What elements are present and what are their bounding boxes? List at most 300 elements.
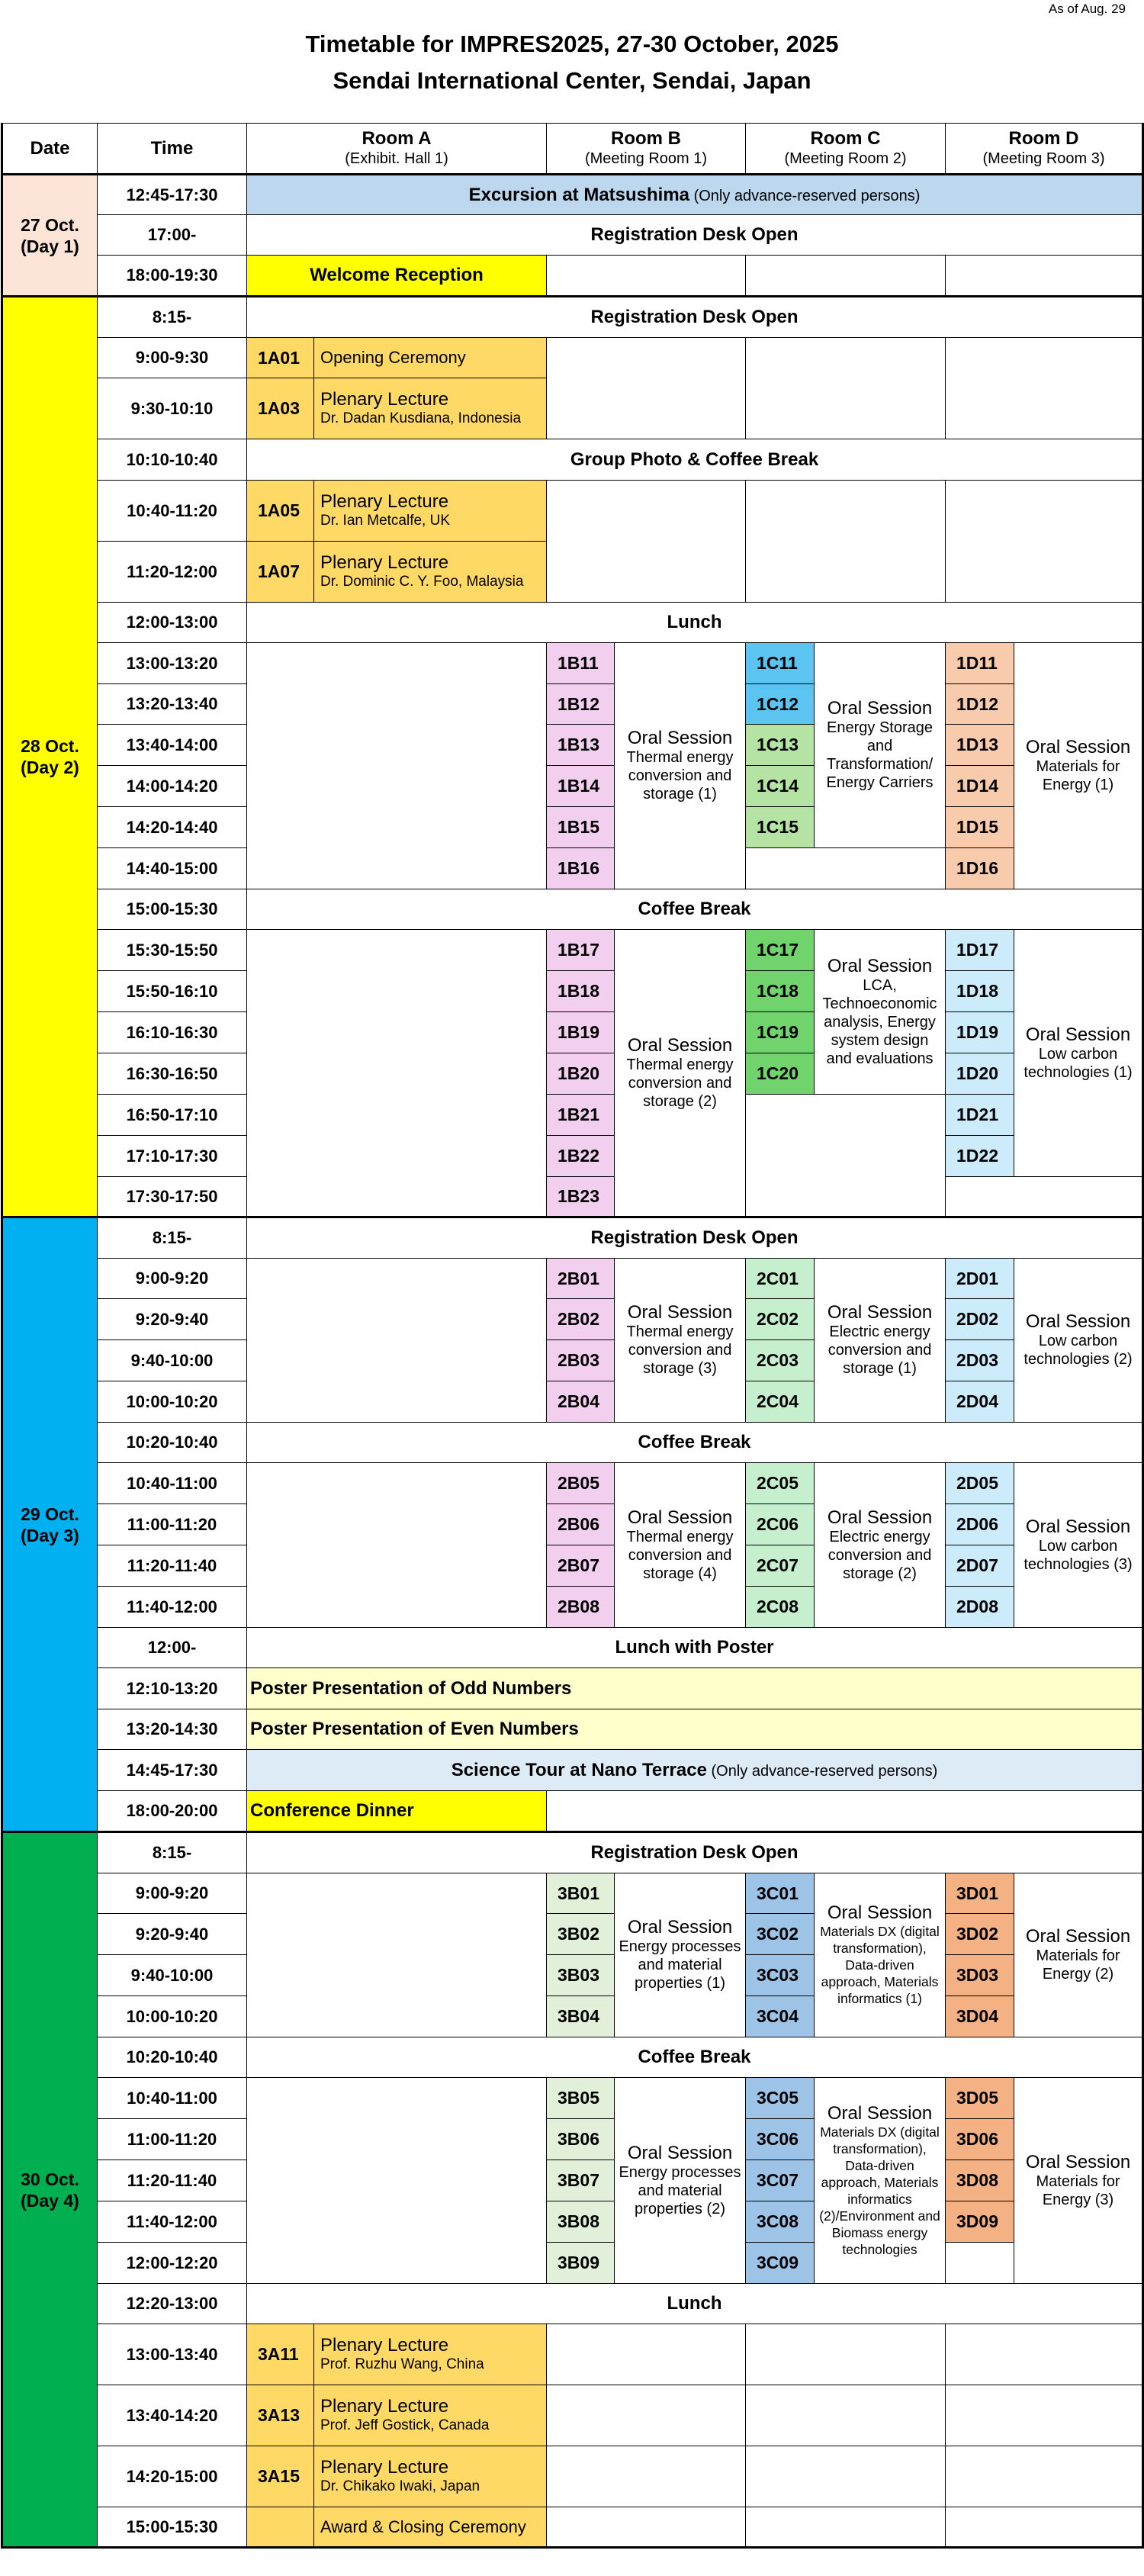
session-code: 3C02 — [746, 1914, 815, 1955]
session-code: 1D12 — [946, 684, 1014, 725]
room-b-sub: (Meeting Room 1) — [584, 150, 708, 167]
session-description: Thermal energy conversion and storage (3) — [626, 1323, 734, 1377]
empty-cell — [547, 2324, 746, 2385]
session-code: 1B20 — [547, 1053, 615, 1095]
table-row — [2, 1504, 1143, 1545]
empty-cell — [746, 338, 946, 439]
time-cell: 9:40-10:00 — [98, 1955, 247, 1996]
session-code: 3D05 — [946, 2078, 1014, 2119]
date-day2-line1: 28 Oct. — [21, 736, 79, 756]
time-cell: 8:15- — [98, 1832, 247, 1873]
time-cell: 8:15- — [98, 297, 247, 338]
session-code: 1B19 — [547, 1012, 615, 1053]
session-title: Oral Session — [627, 1034, 733, 1056]
session-code: 1B21 — [547, 1095, 615, 1136]
header-room-b — [547, 124, 746, 175]
time-cell: 10:20-10:40 — [98, 1423, 247, 1463]
table-row — [2, 1996, 1143, 2037]
session-code: 2D02 — [946, 1299, 1014, 1340]
empty-cell — [746, 2446, 946, 2507]
session-description: Materials for Energy (3) — [1036, 2172, 1120, 2208]
time-cell: 10:10-10:40 — [98, 439, 247, 481]
session-code: 2C08 — [746, 1587, 815, 1628]
empty-cell — [547, 338, 746, 439]
session-code: 2D04 — [946, 1381, 1014, 1423]
time-cell: 10:40-11:20 — [98, 481, 247, 542]
empty-cell — [746, 481, 946, 603]
oral-session-c — [815, 1259, 946, 1423]
session-description: Materials for Energy (2) — [1036, 1947, 1120, 1983]
date-day1 — [2, 175, 98, 297]
oral-session-d — [1014, 1873, 1143, 2037]
opening-ceremony: Opening Ceremony — [314, 338, 547, 378]
session-code: 3C06 — [746, 2119, 815, 2160]
session-code: 3B02 — [547, 1914, 615, 1955]
time-cell: 17:00- — [98, 215, 247, 256]
session-title: Oral Session — [827, 955, 933, 976]
session-code: 2C04 — [746, 1381, 815, 1423]
session-code: 3D04 — [946, 1996, 1014, 2037]
excursion-cell — [247, 175, 1143, 215]
time-cell: 11:00-11:20 — [98, 2119, 247, 2160]
time-cell: 11:00-11:20 — [98, 1504, 247, 1545]
session-code: 1D14 — [946, 766, 1014, 807]
empty-cell — [547, 2507, 746, 2548]
table-row — [2, 439, 1143, 481]
time-cell: 9:00-9:30 — [98, 338, 247, 378]
session-code: 1C19 — [746, 1012, 815, 1053]
session-title: Oral Session — [627, 2142, 733, 2163]
empty-cell — [746, 256, 946, 297]
session-description: LCA, Technoeconomic analysis, Energy system design and evaluations — [822, 976, 937, 1067]
session-code: 1D22 — [946, 1136, 1014, 1177]
session-description: Electric energy conversion and storage (1) — [827, 1323, 932, 1377]
table-row — [2, 684, 1143, 725]
header-room-d — [946, 124, 1143, 175]
session-code: 2B08 — [547, 1587, 615, 1628]
time-cell: 11:40-12:00 — [98, 2201, 247, 2243]
date-day4-line2: (Day 4) — [21, 2190, 79, 2211]
empty-cell — [746, 2507, 946, 2548]
empty-cell — [946, 338, 1143, 439]
table-row — [2, 2201, 1143, 2243]
date-day1-line2: (Day 1) — [21, 236, 79, 256]
session-code: 1A07 — [247, 542, 314, 603]
time-cell: 11:20-11:40 — [98, 2160, 247, 2201]
time-cell: 10:00-10:20 — [98, 1381, 247, 1423]
oral-session-b — [615, 1463, 746, 1628]
time-cell: 13:40-14:20 — [98, 2385, 247, 2446]
session-description: Materials DX (digital transformation), Data-driven approach, Materials informatics (2)/Environment and Biomass energy technologies — [819, 2124, 940, 2257]
empty-cell — [547, 2446, 746, 2507]
table-row — [2, 1259, 1143, 1299]
session-code: 3C07 — [746, 2160, 815, 2201]
excursion-title: Excursion at Matsushima — [468, 184, 690, 205]
session-code: 2B02 — [547, 1299, 615, 1340]
session-code: 3A13 — [247, 2385, 314, 2446]
session-title: Oral Session — [627, 728, 733, 748]
lecture-speaker: Dr. Dadan Kusdiana, Indonesia — [320, 410, 522, 426]
session-code: 2D01 — [946, 1259, 1014, 1299]
table-row — [2, 2507, 1143, 2548]
session-code: 3D03 — [946, 1955, 1014, 1996]
empty-cell — [946, 256, 1143, 297]
table-row — [2, 1012, 1143, 1053]
session-code: 2D08 — [946, 1587, 1014, 1628]
table-row — [2, 2446, 1143, 2507]
session-code: 1C18 — [746, 971, 815, 1012]
table-row — [2, 2243, 1143, 2284]
session-code: 1C12 — [746, 684, 815, 725]
table-row — [2, 2324, 1143, 2385]
table-row — [2, 338, 1143, 378]
time-cell: 14:20-15:00 — [98, 2446, 247, 2507]
time-cell: 10:40-11:00 — [98, 2078, 247, 2119]
session-code: 2D03 — [946, 1340, 1014, 1381]
empty-cell — [547, 256, 746, 297]
lecture-title: Plenary Lecture — [320, 2456, 449, 2478]
registration-cell: Registration Desk Open — [247, 297, 1143, 338]
empty-cell — [746, 2385, 946, 2446]
time-cell: 16:10-16:30 — [98, 1012, 247, 1053]
table-row — [2, 725, 1143, 766]
oral-session-c — [815, 930, 946, 1095]
oral-session-d — [1014, 930, 1143, 1177]
plenary-lecture — [314, 2324, 547, 2385]
session-code: 3B06 — [547, 2119, 615, 2160]
session-code: 2C05 — [746, 1463, 815, 1504]
excursion-note: (Only advance-reserved persons) — [689, 187, 921, 204]
time-cell: 13:00-13:20 — [98, 643, 247, 684]
room-d-label: Room D — [1008, 127, 1079, 149]
session-title: Oral Session — [1025, 1311, 1131, 1332]
time-cell: 15:00-15:30 — [98, 2507, 247, 2548]
table-row — [2, 1095, 1143, 1136]
time-cell: 10:40-11:00 — [98, 1463, 247, 1504]
session-code: 1B17 — [547, 930, 615, 971]
empty-cell — [946, 2507, 1143, 2548]
session-code: 3B07 — [547, 2160, 615, 2201]
session-code: 3D01 — [946, 1873, 1014, 1914]
table-row — [2, 1217, 1143, 1259]
session-code: 1B18 — [547, 971, 615, 1012]
session-code: 1C14 — [746, 766, 815, 807]
session-code: 1A01 — [247, 338, 314, 378]
time-cell: 11:20-12:00 — [98, 542, 247, 603]
lecture-title: Plenary Lecture — [320, 2334, 449, 2356]
date-day3-line2: (Day 3) — [21, 1525, 79, 1545]
empty-cell — [946, 2243, 1014, 2284]
session-code: 3C05 — [746, 2078, 815, 2119]
registration-cell: Registration Desk Open — [247, 1832, 1143, 1873]
session-description: Thermal energy conversion and storage (2) — [626, 1056, 734, 1110]
lecture-speaker: Dr. Ian Metcalfe, UK — [320, 512, 451, 529]
time-cell: 14:00-14:20 — [98, 766, 247, 807]
date-day3-line1: 29 Oct. — [21, 1503, 79, 1524]
oral-session-c — [815, 1463, 946, 1628]
empty-cell — [247, 1873, 547, 2037]
session-title: Oral Session — [627, 1917, 733, 1938]
session-description: Materials for Energy (1) — [1036, 758, 1120, 793]
session-code: 3A15 — [247, 2446, 314, 2507]
oral-session-b — [615, 1259, 746, 1423]
session-code: 3B03 — [547, 1955, 615, 1996]
session-code: 2C03 — [746, 1340, 815, 1381]
session-code: 1D20 — [946, 1053, 1014, 1095]
empty-cell — [247, 2078, 547, 2284]
session-code: 3D06 — [946, 2119, 1014, 2160]
table-row — [2, 1955, 1143, 1996]
session-code: 2D07 — [946, 1545, 1014, 1587]
table-row — [2, 1914, 1143, 1955]
science-tour-cell — [247, 1750, 1143, 1791]
time-cell: 17:10-17:30 — [98, 1136, 247, 1177]
time-cell: 9:00-9:20 — [98, 1259, 247, 1299]
session-code: 1B13 — [547, 725, 615, 766]
session-code: 2B03 — [547, 1340, 615, 1381]
date-day4-line1: 30 Oct. — [21, 2169, 79, 2189]
table-row — [2, 2078, 1143, 2119]
lunch-cell: Lunch — [247, 603, 1143, 643]
session-code: 1B23 — [547, 1177, 615, 1217]
oral-session-c — [815, 1873, 946, 2037]
oral-session-d — [1014, 1259, 1143, 1423]
table-row — [2, 124, 1143, 175]
empty-cell — [247, 1463, 547, 1628]
table-row — [2, 1340, 1143, 1381]
closing-ceremony: Award & Closing Ceremony — [314, 2507, 547, 2548]
session-code: 2B07 — [547, 1545, 615, 1587]
as-of-date: As of Aug. 29 — [1048, 2, 1126, 16]
plenary-lecture — [314, 542, 547, 603]
session-title: Oral Session — [1025, 1926, 1131, 1947]
empty-cell — [946, 2446, 1143, 2507]
session-code: 1B11 — [547, 643, 615, 684]
lecture-title: Plenary Lecture — [320, 490, 449, 512]
header-date: Date — [2, 124, 98, 175]
time-cell: 14:20-14:40 — [98, 807, 247, 848]
session-code: 1C15 — [746, 807, 815, 848]
time-cell: 14:45-17:30 — [98, 1750, 247, 1791]
session-code: 2C07 — [746, 1545, 815, 1587]
coffee-break-cell: Coffee Break — [247, 1423, 1143, 1463]
time-cell: 16:50-17:10 — [98, 1095, 247, 1136]
session-title: Oral Session — [627, 1507, 733, 1528]
time-cell: 9:30-10:10 — [98, 378, 247, 439]
session-code: 3B04 — [547, 1996, 615, 2037]
oral-session-d — [1014, 2078, 1143, 2284]
session-code: 3B05 — [547, 2078, 615, 2119]
lecture-speaker: Prof. Jeff Gostick, Canada — [320, 2417, 490, 2433]
empty-cell — [547, 481, 746, 603]
session-code: 2B04 — [547, 1381, 615, 1423]
header-time: Time — [98, 124, 247, 175]
session-code: 1D16 — [946, 848, 1014, 889]
session-title: Oral Session — [827, 1507, 933, 1528]
time-cell: 12:45-17:30 — [98, 175, 247, 215]
session-title: Oral Session — [1025, 1516, 1131, 1537]
session-title: Oral Session — [827, 2102, 933, 2124]
page-title: Timetable for IMPRES2025, 27-30 October, 2025 — [305, 31, 839, 57]
lecture-speaker: Dr. Chikako Iwaki, Japan — [320, 2478, 480, 2494]
plenary-lecture — [314, 2385, 547, 2446]
session-description: Energy processes and material properties (1) — [619, 1938, 741, 1992]
oral-session-c — [815, 643, 946, 848]
table-row — [2, 889, 1143, 930]
time-cell: 14:40-15:00 — [98, 848, 247, 889]
timetable — [1, 123, 1144, 2549]
empty-cell — [946, 2324, 1143, 2385]
reception-cell: Welcome Reception — [247, 256, 547, 297]
table-row — [2, 2385, 1143, 2446]
session-description: Low carbon technologies (3) — [1023, 1537, 1133, 1573]
session-code: 2D05 — [946, 1463, 1014, 1504]
coffee-break-cell: Coffee Break — [247, 2037, 1143, 2078]
table-row — [2, 2284, 1143, 2324]
page-subtitle: Sendai International Center, Sendai, Japan — [333, 67, 811, 94]
empty-cell — [946, 1177, 1143, 1217]
science-tour-note: (Only advance-reserved persons) — [706, 1762, 938, 1780]
session-code: 3C09 — [746, 2243, 815, 2284]
table-row — [2, 643, 1143, 684]
group-photo-cell: Group Photo & Coffee Break — [247, 439, 1143, 481]
time-cell: 12:20-13:00 — [98, 2284, 247, 2324]
lecture-title: Plenary Lecture — [320, 552, 449, 573]
lecture-speaker: Prof. Ruzhu Wang, China — [320, 2356, 484, 2372]
empty-cell — [247, 2507, 314, 2548]
time-cell: 15:30-15:50 — [98, 930, 247, 971]
table-row — [2, 1791, 1143, 1832]
oral-session-d — [1014, 643, 1143, 889]
session-description: Electric energy conversion and storage (2) — [827, 1528, 932, 1582]
lecture-speaker: Dr. Dominic C. Y. Foo, Malaysia — [320, 573, 524, 590]
session-code: 1B15 — [547, 807, 615, 848]
table-row — [2, 2119, 1143, 2160]
session-code: 2B05 — [547, 1463, 615, 1504]
table-row — [2, 1587, 1143, 1628]
time-cell: 9:20-9:40 — [98, 1914, 247, 1955]
conference-dinner-cell: Conference Dinner — [247, 1791, 547, 1832]
table-row — [2, 1177, 1143, 1217]
room-a-label: Room A — [362, 127, 432, 149]
date-day2-line2: (Day 2) — [21, 757, 79, 777]
time-cell: 17:30-17:50 — [98, 1177, 247, 1217]
empty-cell — [746, 1095, 946, 1217]
session-code: 3A11 — [247, 2324, 314, 2385]
poster-even-cell: Poster Presentation of Even Numbers — [247, 1709, 1143, 1750]
oral-session-d — [1014, 1463, 1143, 1628]
session-code: 2D06 — [946, 1504, 1014, 1545]
session-code: 1D15 — [946, 807, 1014, 848]
date-day4 — [2, 1832, 98, 2548]
time-cell: 9:00-9:20 — [98, 1873, 247, 1914]
time-cell: 12:00-12:20 — [98, 2243, 247, 2284]
oral-session-b — [615, 2078, 746, 2284]
table-row — [2, 1423, 1143, 1463]
time-cell: 15:50-16:10 — [98, 971, 247, 1012]
time-cell: 12:00-13:00 — [98, 603, 247, 643]
time-cell: 12:10-13:20 — [98, 1668, 247, 1709]
table-row — [2, 2160, 1143, 2201]
session-description: Low carbon technologies (1) — [1023, 1045, 1133, 1081]
empty-cell — [247, 643, 547, 889]
table-row — [2, 1832, 1143, 1873]
empty-cell — [247, 930, 547, 1217]
table-row — [2, 1750, 1143, 1791]
session-code: 1D11 — [946, 643, 1014, 684]
oral-session-b — [615, 930, 746, 1217]
registration-cell: Registration Desk Open — [247, 215, 1143, 256]
table-row — [2, 297, 1143, 338]
room-b-label: Room B — [611, 127, 682, 149]
session-code: 3B09 — [547, 2243, 615, 2284]
session-description: Thermal energy conversion and storage (1) — [626, 749, 734, 802]
time-cell: 15:00-15:30 — [98, 889, 247, 930]
table-row — [2, 175, 1143, 215]
session-code: 2B01 — [547, 1259, 615, 1299]
lecture-title: Plenary Lecture — [320, 2395, 449, 2417]
table-row — [2, 807, 1143, 848]
lunch-poster-cell: Lunch with Poster — [247, 1628, 1143, 1668]
empty-cell — [547, 2385, 746, 2446]
session-title: Oral Session — [627, 1302, 733, 1323]
session-title: Oral Session — [827, 698, 933, 719]
oral-session-b — [615, 1873, 746, 2037]
table-row — [2, 1463, 1143, 1504]
poster-odd-cell: Poster Presentation of Odd Numbers — [247, 1668, 1143, 1709]
session-code: 3C08 — [746, 2201, 815, 2243]
session-code: 2C06 — [746, 1504, 815, 1545]
table-row — [2, 1628, 1143, 1668]
session-code: 2B06 — [547, 1504, 615, 1545]
session-code: 1C20 — [746, 1053, 815, 1095]
session-code: 1D21 — [946, 1095, 1014, 1136]
time-cell: 12:00- — [98, 1628, 247, 1668]
session-title: Oral Session — [827, 1902, 933, 1923]
session-description: Thermal energy conversion and storage (4) — [626, 1528, 734, 1582]
session-code: 3D08 — [946, 2160, 1014, 2201]
session-code: 1A05 — [247, 481, 314, 542]
table-row — [2, 2037, 1143, 2078]
table-row — [2, 1709, 1143, 1750]
session-title: Oral Session — [1025, 2151, 1131, 2172]
session-code: 1B16 — [547, 848, 615, 889]
table-row — [2, 848, 1143, 889]
date-day1-line1: 27 Oct. — [21, 214, 79, 235]
session-description: Materials DX (digital transformation), Data-driven approach, Materials informatics (1) — [820, 1924, 940, 2006]
time-cell: 10:00-10:20 — [98, 1996, 247, 2037]
room-c-label: Room C — [810, 127, 881, 149]
table-row — [2, 1545, 1143, 1587]
time-cell: 10:20-10:40 — [98, 2037, 247, 2078]
session-title: Oral Session — [1025, 737, 1131, 757]
table-row — [2, 1381, 1143, 1423]
session-code: 3C01 — [746, 1873, 815, 1914]
lecture-title: Plenary Lecture — [320, 388, 449, 410]
session-code: 1B14 — [547, 766, 615, 807]
plenary-lecture — [314, 2446, 547, 2507]
session-code: 3B01 — [547, 1873, 615, 1914]
date-day2 — [2, 297, 98, 1217]
time-cell: 11:40-12:00 — [98, 1587, 247, 1628]
session-description: Energy Storage and Transformation/ Energy Carriers — [826, 719, 934, 791]
session-code: 3B08 — [547, 2201, 615, 2243]
session-description: Low carbon technologies (2) — [1023, 1333, 1133, 1368]
oral-session-b — [615, 643, 746, 889]
empty-cell — [746, 848, 946, 889]
table-row — [2, 1873, 1143, 1914]
session-code: 3C04 — [746, 1996, 815, 2037]
